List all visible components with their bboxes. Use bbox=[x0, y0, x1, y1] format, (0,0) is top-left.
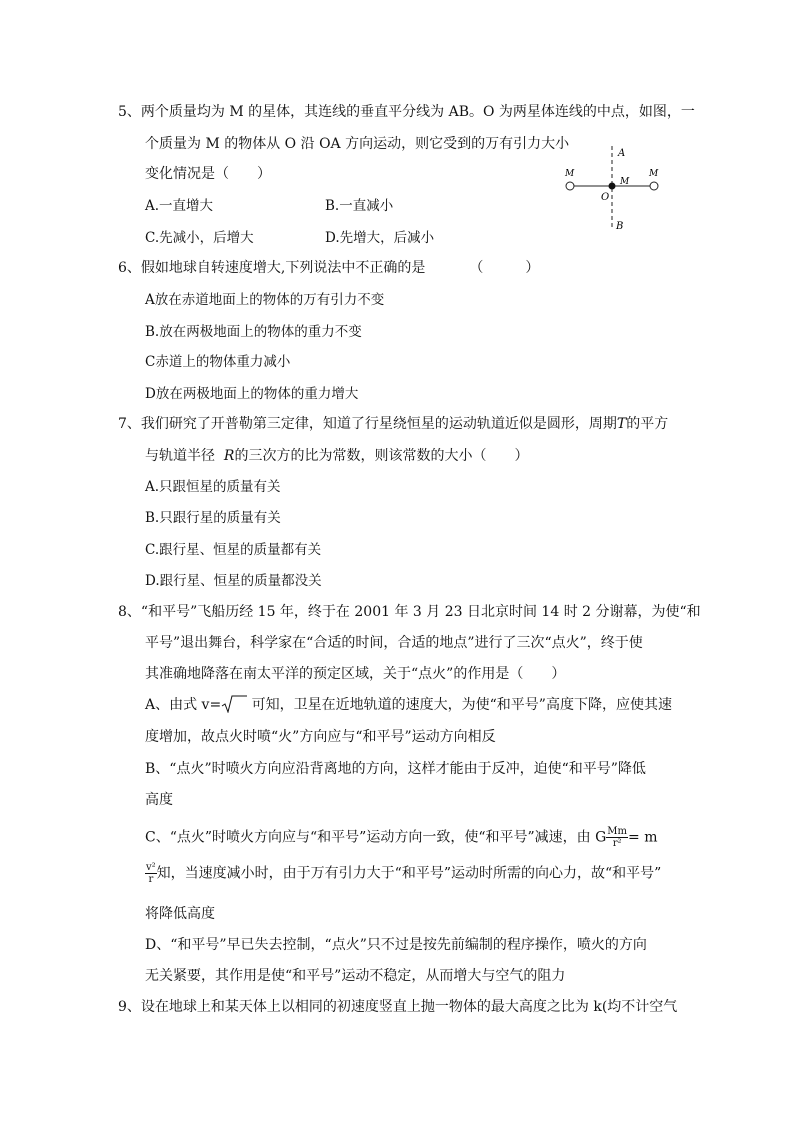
q6-stem-text: 6、假如地球自转速度增大,下列说法中不正确的是 bbox=[118, 260, 426, 276]
q8-option-a-line2: 度增加，故点火时喷“火”方向应与“和平号”运动方向相反 bbox=[145, 729, 496, 745]
q7-line2 bbox=[145, 446, 528, 466]
center-mass-dot bbox=[609, 183, 616, 190]
q8-option-c-line2-text: 知，当速度减小时，由于万有引力大于“和平号”运动时所需的向心力，故“和平号” bbox=[156, 865, 662, 882]
label-a: A bbox=[618, 148, 626, 159]
q7-line1-text: 7、我们研究了开普勒第三定律，知道了行星绕恒星的运动轨道近似是圆形，周期 bbox=[118, 416, 617, 432]
q8-option-d-line2: 无关紧要，其作用是使“和平号”运动不稳定，从而增大与空气的阻力 bbox=[145, 968, 566, 984]
label-m-left: M bbox=[565, 169, 575, 179]
q8-option-a-line1 bbox=[145, 695, 672, 715]
q8-option-a-prefix: A、由式 v= bbox=[145, 697, 222, 713]
q7-line2-text: 与轨道半径 bbox=[145, 448, 215, 464]
label-b: B bbox=[616, 221, 624, 232]
q8-option-d-line1: D、“和平号”早已失去控制，“点火”只不过是按先前编制的程序操作，喷火的方向 bbox=[145, 937, 647, 953]
q6-answer-paren: （ ） bbox=[469, 260, 540, 276]
q8-option-c-text: C、“点火”时喷火方向应与“和平号”运动方向一致，使“和平号”减速，由 G bbox=[145, 829, 607, 846]
q9-line1: 9、设在地球上和某天体上以相同的初速度竖直上抛一物体的最大高度之比为 k(均不计空气 bbox=[118, 999, 678, 1015]
q6-stem bbox=[118, 258, 539, 278]
label-m-right: M bbox=[649, 169, 659, 179]
q8-option-c-line1 bbox=[145, 826, 658, 849]
q6-option-a: A放在赤道地面上的物体的万有引力不变 bbox=[145, 292, 385, 308]
centripetal-fraction-denominator: r bbox=[148, 874, 154, 885]
gravity-fraction bbox=[606, 826, 628, 849]
q7-line1-tail: 的平方 bbox=[626, 416, 669, 432]
q5-option-c: C.先减小，后增大 bbox=[145, 230, 254, 246]
sqrt-symbol-icon bbox=[221, 695, 247, 713]
q7-option-c: C.跟行星、恒星的质量都有关 bbox=[145, 542, 322, 558]
q8-option-b-line1: B、“点火”时喷火方向应沿背离地的方向，这样才能由于反冲，迫使“和平号”降低 bbox=[145, 761, 646, 777]
q8-option-b-line2: 高度 bbox=[145, 792, 173, 808]
q7-line1 bbox=[118, 414, 668, 434]
q8-line1: 8、“和平号”飞船历经 15 年，终于在 2001 年 3 月 23 日北京时间 14 时 2 分谢幕，为使“和 bbox=[118, 604, 701, 620]
q6-option-d: D放在两极地面上的物体的重力增大 bbox=[145, 386, 359, 402]
q8-option-a-suffix: 可知，卫星在近地轨道的速度大，为使“和平号”高度下降，应使其速 bbox=[251, 697, 672, 713]
q7-var-r: R bbox=[223, 448, 235, 464]
q8-option-c-line2 bbox=[145, 862, 661, 885]
q5-line2: 个质量为 M 的物体从 O 沿 OA 方向运动，则它受到的万有引力大小 bbox=[145, 136, 570, 152]
q8-line3: 其准确地降落在南太平洋的预定区域，关于“点火”的作用是（ ） bbox=[145, 666, 566, 682]
label-m-center: M bbox=[620, 177, 630, 187]
right-mass-circle bbox=[650, 182, 658, 190]
left-mass-circle bbox=[566, 182, 574, 190]
label-o: O bbox=[601, 192, 610, 203]
centripetal-fraction-numerator: v² bbox=[146, 862, 156, 873]
q5-option-d: D.先增大，后减小 bbox=[325, 230, 435, 246]
gravity-fraction-denominator: r² bbox=[612, 838, 622, 849]
gravity-fraction-numerator: Mm bbox=[607, 826, 628, 837]
centripetal-fraction bbox=[145, 862, 157, 885]
q8-option-c-equals: = m bbox=[628, 829, 658, 846]
q7-line2-tail: 的三次方的比为常数，则该常数的大小（ ） bbox=[234, 448, 529, 464]
q6-option-b: B.放在两极地面上的物体的重力不变 bbox=[145, 324, 362, 340]
q5-line3: 变化情况是（ ） bbox=[145, 166, 271, 182]
q8-line2: 平号”退出舞台，科学家在“合适的时间，合适的地点”进行了三次“点火”，终于使 bbox=[145, 635, 643, 651]
q8-option-c-line3: 将降低高度 bbox=[145, 906, 215, 922]
q5-option-a: A.一直增大 bbox=[145, 198, 214, 214]
q7-option-b: B.只跟行星的质量有关 bbox=[145, 510, 281, 526]
q6-option-c: C赤道上的物体重力减小 bbox=[145, 354, 291, 370]
q7-var-t: T bbox=[616, 416, 627, 432]
q5-option-b: B.一直减小 bbox=[325, 198, 394, 214]
q7-option-a: A.只跟恒星的质量有关 bbox=[145, 479, 281, 495]
q5-diagram bbox=[560, 142, 675, 234]
q7-option-d: D.跟行星、恒星的质量都没关 bbox=[145, 573, 322, 589]
q5-line1: 5、两个质量均为 M 的星体，其连线的垂直平分线为 AB。O 为两星体连线的中点，如图，一 bbox=[118, 104, 695, 120]
